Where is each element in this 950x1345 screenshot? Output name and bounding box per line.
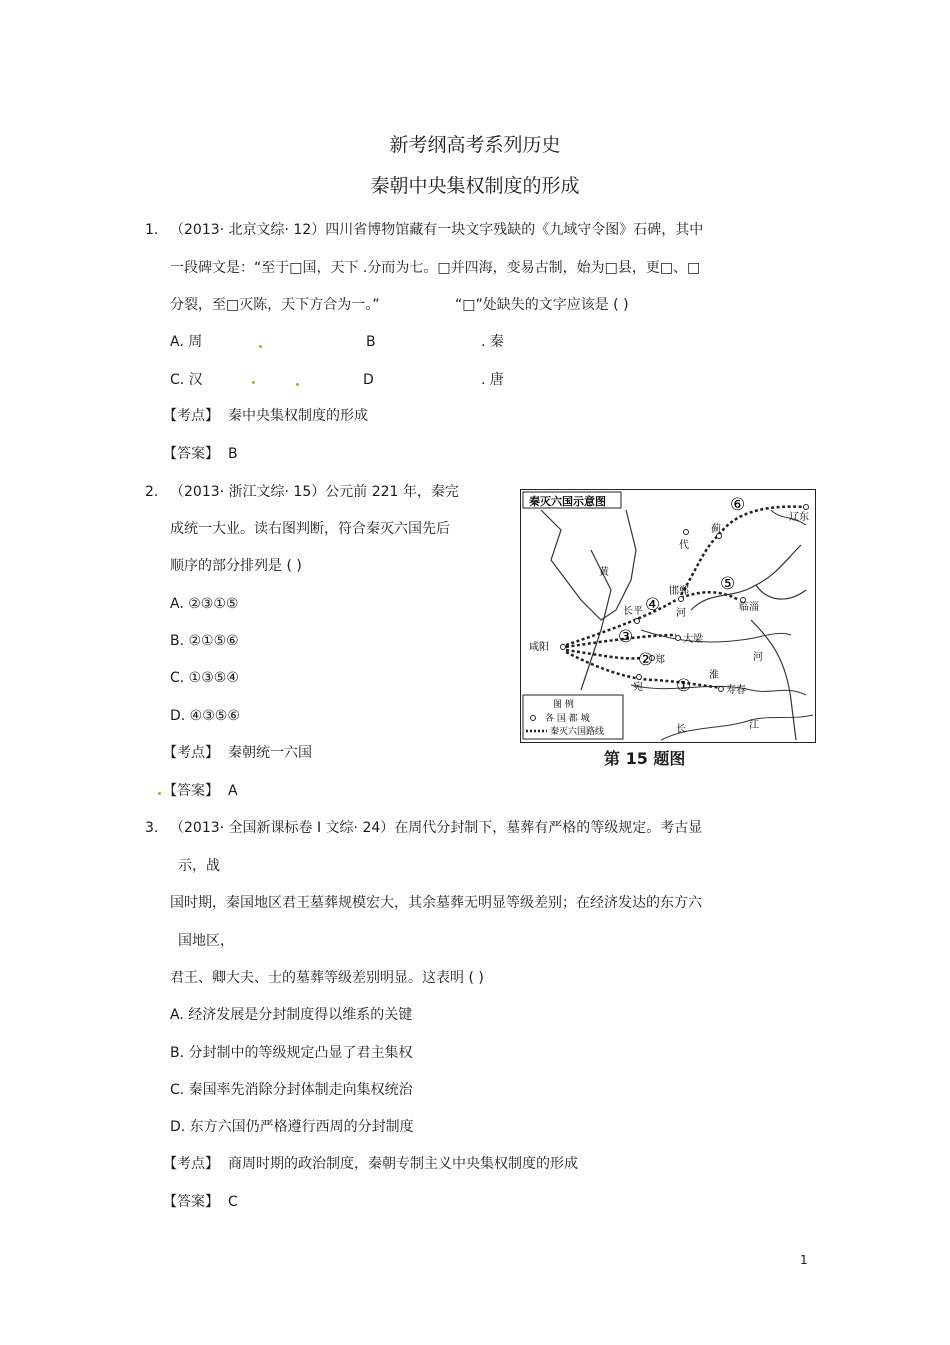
q2-kaodian: 秦朝统一六国 xyxy=(228,745,312,761)
q3-stem-line2: 国时期，秦国地区君王墓葬规模宏大，其余墓葬无明显等级差别；在经济发达的东方六 xyxy=(170,895,702,911)
q1-stem-line3: 分裂，至□灭陈，天下方合为一。” xyxy=(170,297,380,313)
doc-title: 新考纲高考系列历史 xyxy=(389,134,561,156)
q3-kaodian-label: 【考点】 xyxy=(163,1156,219,1172)
river-label: 淮 xyxy=(709,670,719,681)
river-label: 河 xyxy=(676,608,686,619)
place-linzi: 临淄 xyxy=(739,602,759,613)
q2-option-a: A. ②③①⑤ xyxy=(170,596,239,612)
q2-stem-line1: （2013· 浙江文综· 15）公元前 221 年，秦完 xyxy=(170,484,459,500)
q1-stem-line2: 一段碑文是：“至于□国，天下 .分而为七。□并四海，变易古制，始为□县，更□、□ xyxy=(170,260,701,276)
q1-number: 1. xyxy=(145,222,159,238)
shandong-coast xyxy=(756,585,806,599)
stray-dot xyxy=(252,381,255,384)
stray-dot xyxy=(296,383,299,386)
place-changping: 长平 xyxy=(623,606,643,617)
q2-kaodian-label: 【考点】 xyxy=(163,745,219,761)
place-liaodong: 辽东 xyxy=(789,512,809,523)
q2-number: 2. xyxy=(145,484,159,500)
page-number: 1 xyxy=(800,1253,808,1267)
route-number-5: ⑤ xyxy=(720,574,736,594)
place-ji: 蓟 xyxy=(711,524,721,535)
route-number-4: ④ xyxy=(645,595,661,615)
route-number-1: ① xyxy=(676,676,692,696)
q2-answer-label: 【答案】 xyxy=(163,783,219,799)
q3-answer: C xyxy=(228,1194,238,1210)
q1-answer: B xyxy=(228,446,238,462)
q3-stem-line3: 君王、卿大夫、士的墓葬等级差别明显。这表明 ( ) xyxy=(170,970,484,986)
stray-dot xyxy=(158,792,161,795)
q3-option-c: C. 秦国率先消除分封体制走向集权统治 xyxy=(170,1082,413,1098)
river-label: 长 xyxy=(676,724,686,735)
q1-stem-line1: （2013· 北京文综· 12）四川省博物馆藏有一块文字残缺的《九域守令图》石碑，其中 xyxy=(170,222,704,238)
map-title: 秦灭六国示意图 xyxy=(529,495,606,508)
coastline xyxy=(691,545,801,610)
q3-option-b: B. 分封制中的等级规定凸显了君主集权 xyxy=(170,1045,413,1061)
q3-answer-label: 【答案】 xyxy=(163,1194,219,1210)
q2-option-c: C. ①③⑤④ xyxy=(170,670,239,686)
q1-answer-label: 【答案】 xyxy=(163,446,219,462)
qin-conquest-map xyxy=(520,489,816,743)
q3-number: 3. xyxy=(145,820,159,836)
q2-stem-line2: 成统一大业。读右图判断，符合秦灭六国先后 xyxy=(170,521,450,537)
q1-option-b-text: . 秦 xyxy=(481,334,504,350)
place-zheng: 郑 xyxy=(655,655,665,666)
map-caption: 第 15 题图 xyxy=(604,749,686,768)
river-label: 江 xyxy=(749,720,759,731)
q1-kaodian-label: 【考点】 xyxy=(163,408,219,424)
q3-stem-line1b: 示，战 xyxy=(178,858,220,874)
place-shouchun: 寿春 xyxy=(726,685,746,696)
route-number-6: ⑥ xyxy=(730,495,746,515)
q2-option-b: B. ②①⑤⑥ xyxy=(170,633,239,649)
q1-option-a: A. 周 xyxy=(170,334,203,350)
q3-kaodian: 商周时期的政治制度，秦朝专制主义中央集权制度的形成 xyxy=(228,1156,578,1172)
route-number-3: ③ xyxy=(618,627,634,647)
q3-stem-line1: （2013· 全国新课标卷 I 文综· 24）在周代分封制下，墓葬有严格的等级规定。考古显 xyxy=(170,820,703,836)
legend-capital: 各 国 都 城 xyxy=(545,714,590,724)
q2-answer: A xyxy=(228,783,238,799)
river-label: 河 xyxy=(753,652,763,663)
place-handan: 邯郸 xyxy=(669,586,689,597)
q2-stem-line3: 顺序的部分排列是 ( ) xyxy=(170,558,302,574)
q3-option-d: D. 东方六国仍严格遵行西周的分封制度 xyxy=(170,1119,414,1135)
route-liaodong xyxy=(681,507,804,595)
place-daliang: 大梁 xyxy=(683,634,703,645)
route-number-2: ② xyxy=(638,650,654,670)
river-label: 黄 xyxy=(599,567,609,578)
q1-option-b-letter: B xyxy=(366,334,376,350)
q3-stem-line2b: 国地区， xyxy=(178,933,234,949)
q2-option-d: D. ④③⑤⑥ xyxy=(170,708,240,724)
q1-stem-question: “□”处缺失的文字应该是 ( ) xyxy=(455,297,629,313)
q3-option-a: A. 经济发展是分封制度得以维系的关键 xyxy=(170,1007,413,1023)
place-xianyang: 咸阳 xyxy=(529,642,549,653)
place-dai: 代 xyxy=(679,540,689,551)
stray-dot xyxy=(259,345,262,348)
legend-route: 秦灭六国路线 xyxy=(550,727,605,737)
mountain-outline xyxy=(541,510,636,620)
place-wan: 宛 xyxy=(633,682,643,693)
doc-subtitle: 秦朝中央集权制度的形成 xyxy=(370,175,580,197)
q1-kaodian: 秦中央集权制度的形成 xyxy=(228,408,368,424)
legend-title: 图 例 xyxy=(553,700,574,710)
q1-option-c: C. 汉 xyxy=(170,372,203,388)
q1-option-d-letter: D xyxy=(363,372,374,388)
q1-option-d-text: . 唐 xyxy=(481,372,504,388)
